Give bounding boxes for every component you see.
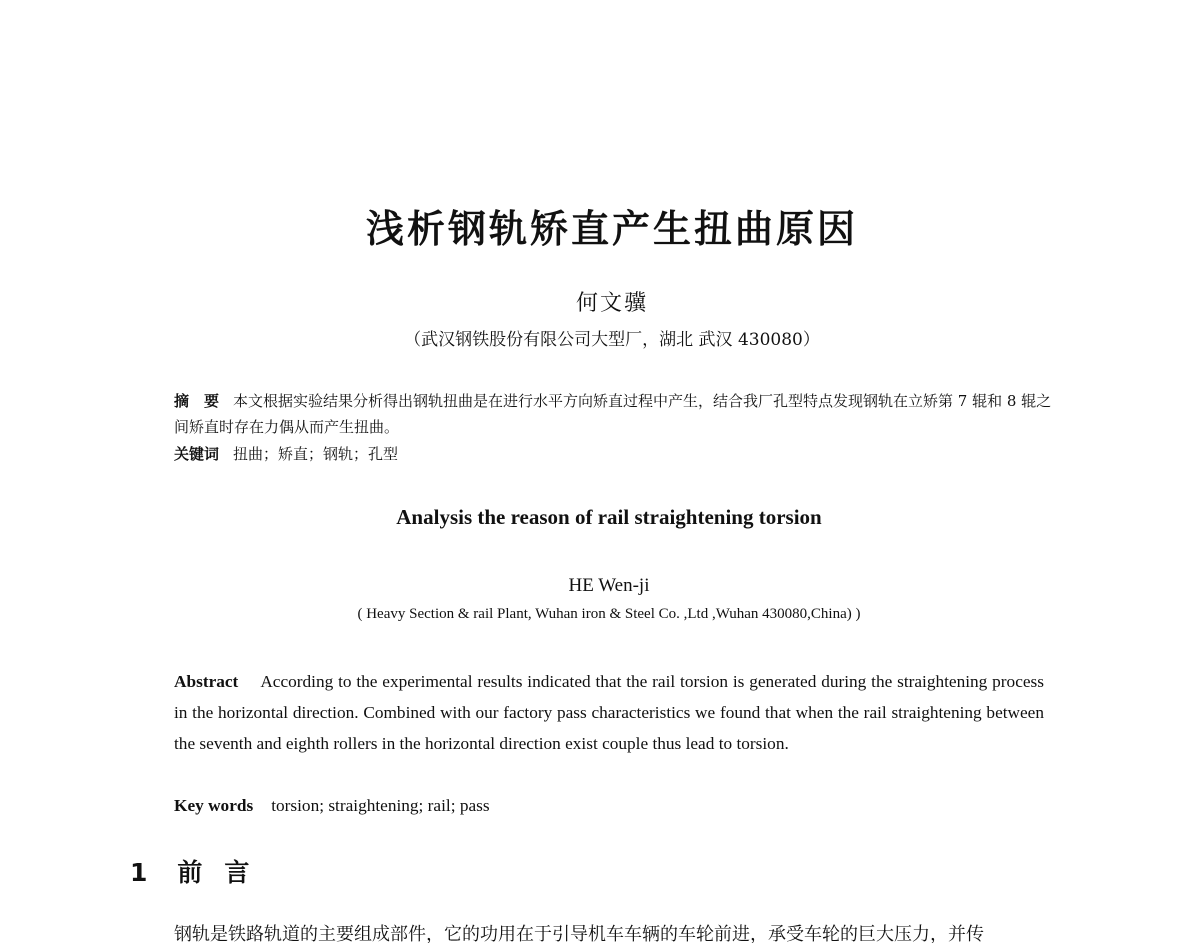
english-abstract-label: Abstract [174, 672, 239, 691]
chinese-keywords [174, 442, 398, 466]
english-affiliation: ( Heavy Section & rail Plant, Wuhan iron & Steel Co. ,Ltd ,Wuhan 430080,China) ) [357, 606, 861, 622]
english-keywords-text: torsion; straightening; rail; pass [271, 796, 490, 815]
chinese-abstract-text: 本文根据实验结果分析得出钢轨扭曲是在进行水平方向矫直过程中产生，结合我厂孔型特点发现钢轨在立矫第 7 辊和 8 辊之间矫直时存在力偶从而产生扭曲。 [174, 392, 1052, 436]
english-title: Analysis the reason of rail straightening torsion [396, 505, 822, 529]
chinese-abstract-label: 摘 要 [174, 392, 220, 410]
section-number: 1 [130, 858, 148, 887]
section-title: 前言 [177, 858, 272, 887]
chinese-author: 何文骥 [575, 291, 648, 316]
english-author: HE Wen-ji [568, 575, 650, 596]
chinese-affiliation: （武汉钢铁股份有限公司大型厂，湖北 武汉 430080） [404, 330, 820, 350]
english-abstract [174, 666, 1044, 759]
chinese-keywords-text: 扭曲；矫直；钢轨；孔型 [233, 445, 399, 463]
chinese-abstract [174, 388, 1054, 440]
chinese-keywords-label: 关键词 [174, 445, 220, 463]
english-keywords [174, 792, 490, 820]
chinese-title: 浅析钢轨矫直产生扭曲原因 [365, 207, 858, 251]
english-abstract-text: According to the experimental results indicated that the rail torsion is generated during the straightening process in the horizontal direction. Combined with our factory pass characteristics we found that when the rail straightening between the seventh and eighth rollers in the horizontal direction exist couple thus lead to torsion. [174, 672, 1044, 753]
section-heading [130, 853, 271, 889]
english-keywords-label: Key words [174, 796, 254, 815]
body-paragraph-first-line: 钢轨是铁路轨道的主要组成部件，它的功用在于引导机车车辆的车轮前进，承受车轮的巨大压力，并传 [174, 924, 984, 943]
